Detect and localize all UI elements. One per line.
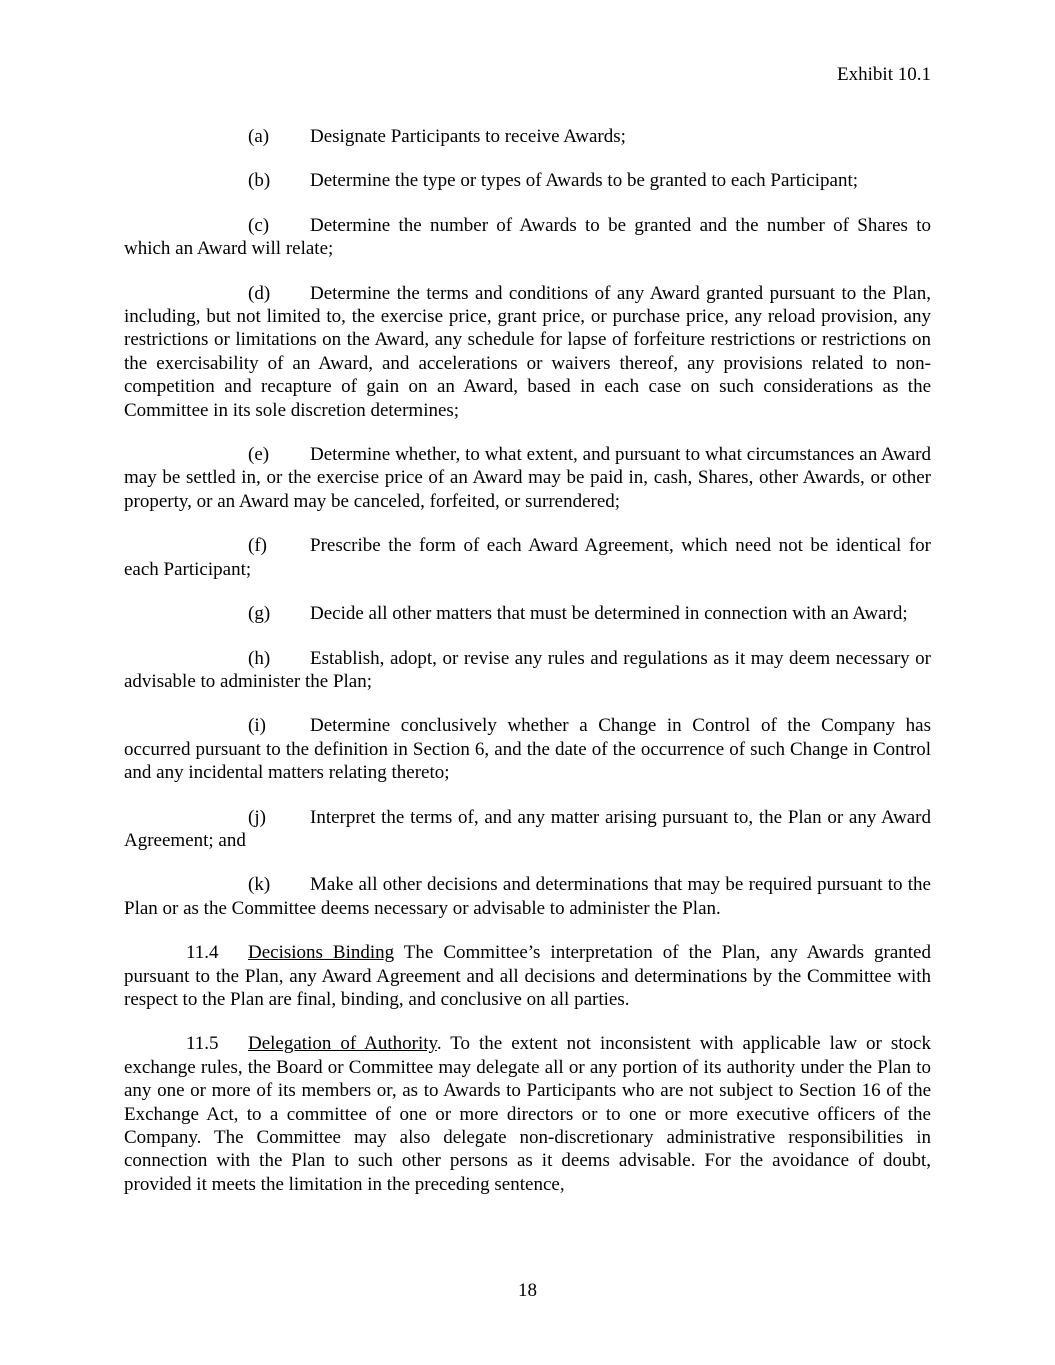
clause-f [124,534,931,581]
clause-text: Establish, adopt, or revise any rules and regulations as it may deem necessary or advisable to administer the Plan; [124,647,931,692]
clause-text: Determine whether, to what extent, and pursuant to what circumstances an Award may be settled in, or the exercise price of an Award may be paid in, cash, Shares, other Awards, or other property, or an Award may be canceled, forfeited, or surrendered; [124,444,931,512]
document-body [124,125,931,1217]
clause-label: (f) [248,535,267,557]
page-number: 18 [518,1280,537,1301]
clause-j [124,806,931,853]
clause-a [124,125,931,148]
section-number: 11.5 [186,1033,219,1055]
clause-b [124,169,931,192]
exhibit-label: Exhibit 10.1 [837,64,931,85]
clause-label: (i) [248,715,266,737]
clause-label: (k) [248,874,271,896]
section-text: . To the extent not inconsistent with applicable law or stock exchange rules, the Board or Committee may delegate all or any portion of its authority under the Plan to any one or more of its members or, as to Awards to Participants who are not subject to Section 16 of the Exchange Act, to a committee of one or more directors or to one or more executive officers of the Company. The Committee may also delegate non-discretionary administrative responsibilities in connection with the Plan to such other persons as it deems advisable. For the avoidance of doubt, provided it meets the limitation in the preceding sentence, [124,1033,931,1195]
clause-label: (c) [248,214,270,236]
clause-label: (j) [248,806,266,828]
clause-h [124,647,931,694]
clause-c [124,214,931,261]
clause-k [124,873,931,920]
clause-label: (d) [248,282,271,304]
clause-label: (a) [248,126,270,147]
section-11-4 [124,941,931,1011]
clause-i [124,714,931,784]
clause-label: (b) [248,170,271,192]
clause-label: (e) [248,444,270,466]
clause-text: Interpret the terms of, and any matter arising pursuant to, the Plan or any Award Agreement; and [124,806,931,851]
clause-text: Decide all other matters that must be determined in connection with an Award; [310,603,908,625]
section-text: The Committee’s interpretation of the Plan, any Awards granted pursuant to the Plan, any Award Agreement and all decisions and determinations by the Committee with respect to the Plan are final, binding, and conclusive on all parties. [124,942,931,1010]
section-heading: Decisions Binding [248,942,395,964]
clause-text: Determine conclusively whether a Change in Control of the Company has occurred pursuant to the definition in Section 6, and the date of the occurrence of such Change in Control and any incidental matters relating thereto; [124,715,931,784]
clause-label: (g) [248,603,271,625]
clause-text: Determine the number of Awards to be granted and the number of Shares to which an Award will relate; [124,214,931,260]
clause-e [124,443,931,513]
clause-text: Determine the terms and conditions of any Award granted pursuant to the Plan, including, but not limited to, the exercise price, grant price, or purchase price, any reload provision, any restrictions or limitations on the Award, any schedule for lapse of forfeiture restrictions or restrictions on the exercisability of an Award, and accelerations or waivers thereof, any provisions related to non-competition and recapture of gain on an Award, based in each case on such considerations as the Committee in its sole discretion determines; [124,282,931,421]
clause-g [124,602,931,625]
section-11-5 [124,1032,931,1196]
clause-text: Determine the type or types of Awards to be granted to each Participant; [310,170,859,192]
clause-label: (h) [248,647,271,669]
section-number: 11.4 [186,942,219,964]
clause-text: Make all other decisions and determinations that may be required pursuant to the Plan or as the Committee deems necessary or advisable to administer the Plan. [124,874,931,919]
clause-text: Prescribe the form of each Award Agreement, which need not be identical for each Participant; [124,535,931,580]
clause-d [124,282,931,422]
clause-text: Designate Participants to receive Awards; [310,126,626,147]
section-heading: Delegation of Authority [248,1033,437,1055]
